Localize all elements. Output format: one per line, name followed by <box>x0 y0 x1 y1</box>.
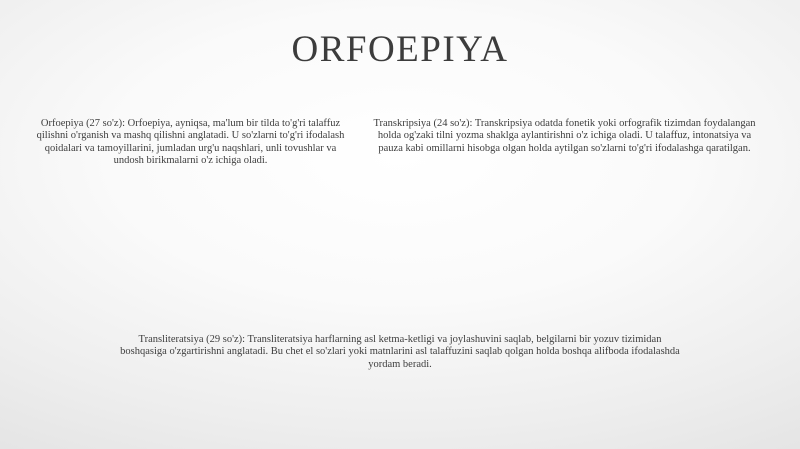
orfoepiya-paragraph: Orfoepiya (27 so'z): Orfoepiya, ayniqsa, ma'lum bir tilda to'g'ri talaffuz qilishni o'rganish va mashq qilishni anglatadi. U so'zlarni to'g'ri ifodalash qoidalari va tamoyillarini, jumladan urg'u naqshlari, unli tovushlar va undosh birikmalarni o'z ichiga oladi. <box>36 118 345 166</box>
transkripsiya-paragraph: Transkripsiya (24 so'z): Transkripsiya odatda fonetik yoki orfografik tizimdan foydalangan holda og'zaki tilni yozma shaklga aylantirishni o'z ichiga oladi. U talaffuz, intonatsiya va pauza kabi omillarni hisobga olgan holda aytilgan so'zlarni to'g'ri ifodalashga qaratilgan. <box>373 118 756 154</box>
slide-title: ORFOEPIYA <box>291 29 509 70</box>
transliteratsiya-paragraph: Transliteratsiya (29 so'z): Transliteratsiya harflarning asl ketma-ketligi va joylashuvini saqlab, belgilarni bir yozuv tizimidan boshqasiga o'zgartirishni anglatadi. Bu chet el so'zlari yoki matnlarini asl talaffuzini saqlab qolgan holda boshqa alifboda ifodalashda yordam beradi. <box>120 334 680 370</box>
